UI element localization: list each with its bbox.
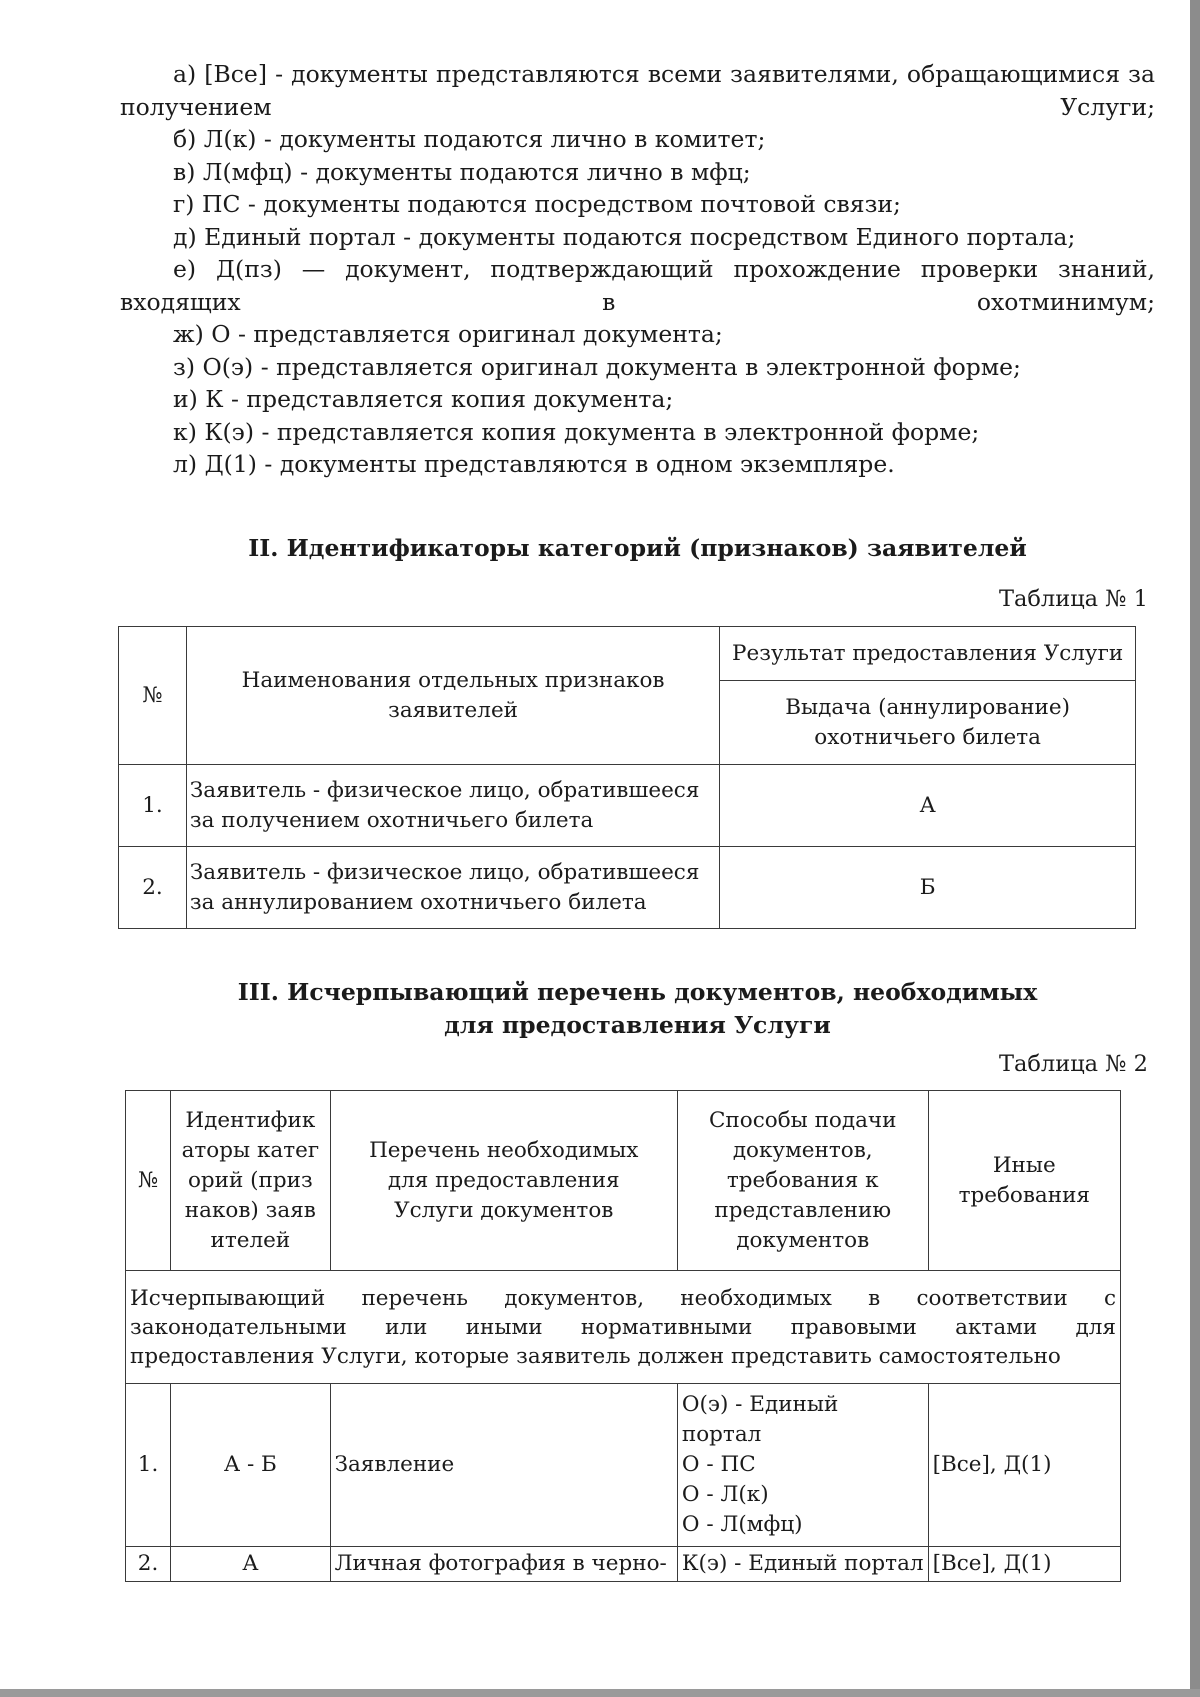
section-2-title: II. Идентификаторы категорий (признаков) заявителей	[248, 534, 1027, 562]
table-1-cell-code: А	[720, 765, 1136, 847]
definition-item: л) Д(1) - документы представляются в одном экземпляре.	[173, 450, 895, 478]
table-2-cell-methods	[677, 1384, 928, 1547]
definition-item: з) О(э) - представляется оригинал документа в электронной форме;	[173, 352, 1021, 381]
table-2-cell-other: [Все], Д(1)	[928, 1547, 1120, 1582]
table-2-header-docs: Перечень необходимых для предоставления Услуги документов	[330, 1091, 677, 1271]
section-3-title-line-2: для предоставления Услуги	[444, 1011, 831, 1039]
method-line: К(э) - Единый портал	[681, 1551, 924, 1576]
table-2-cell-doc: Личная фотография в черно-	[330, 1547, 677, 1582]
table-row	[126, 1547, 1121, 1582]
table-2-cell-doc: Заявление	[330, 1384, 677, 1547]
table-2-header-other: Иные требования	[928, 1091, 1120, 1271]
table-1-header-result-group: Результат предоставления Услуги	[720, 627, 1136, 681]
method-line: О - ПС	[681, 1452, 756, 1477]
table-2-cell-methods	[677, 1547, 928, 1582]
table-2-label: Таблица № 2	[998, 1051, 1148, 1077]
table-1-cell-code: Б	[720, 847, 1136, 929]
table-row	[126, 1384, 1121, 1547]
table-1-header-result: Выдача (аннулирование) охотничьего билета	[720, 681, 1136, 765]
table-2-cell-num: 1.	[126, 1384, 171, 1547]
table-row	[119, 847, 1136, 929]
definition-item: а) [Все] - документы представляются всеми заявителями, обращающимися за получением Услуги;	[120, 60, 1155, 121]
table-2-cell-num: 2.	[126, 1547, 171, 1582]
table-2-cell-ids: А - Б	[171, 1384, 330, 1547]
table-2-cell-ids: А	[171, 1547, 330, 1582]
table-2-span-row: Исчерпывающий перечень документов, необходимых в соответствии с законодательными или иными нормативными правовыми актами для предоставления Услуги, которые заявитель должен представить самостоятельно	[126, 1271, 1121, 1384]
table-row	[119, 765, 1136, 847]
table-1-header-num: №	[119, 627, 187, 765]
table-1-cell-num: 1.	[119, 765, 187, 847]
table-1-cell-name: Заявитель - физическое лицо, обратившееся за аннулированием охотничьего билета	[186, 847, 719, 929]
method-line: О - Л(мфц)	[681, 1512, 803, 1537]
definition-item: е) Д(пз) — документ, подтверждающий прохождение проверки знаний, входящих в охотминимум;	[120, 255, 1155, 316]
definition-item: к) К(э) - представляется копия документа в электронной форме;	[173, 417, 980, 446]
section-3-title	[120, 976, 1155, 1042]
table-1	[118, 626, 1136, 929]
section-3-title-line-1: III. Исчерпывающий перечень документов, необходимых	[237, 978, 1038, 1006]
definition-item: и) К - представляется копия документа;	[173, 385, 674, 413]
table-2	[125, 1090, 1121, 1582]
table-1-cell-name: Заявитель - физическое лицо, обратившееся за получением охотничьего билета	[186, 765, 719, 847]
definition-item: ж) О - представляется оригинал документа;	[173, 320, 723, 348]
table-2-cell-other: [Все], Д(1)	[928, 1384, 1120, 1547]
definition-item: в) Л(мфц) - документы подаются лично в мфц;	[173, 157, 751, 186]
table-2-header-num: №	[126, 1091, 171, 1271]
definition-item: г) ПС - документы подаются посредством почтовой связи;	[173, 190, 901, 218]
scan-edge-bottom	[0, 1689, 1200, 1697]
table-2-header-methods: Способы подачи документов, требования к представлению документов	[677, 1091, 928, 1271]
method-line: О - Л(к)	[681, 1482, 769, 1507]
scan-edge-right	[1190, 0, 1200, 1697]
table-2-header-ids: Идентификаторы категорий (признаков) заявителей	[171, 1091, 330, 1271]
table-1-cell-num: 2.	[119, 847, 187, 929]
table-1-header-name: Наименования отдельных признаков заявителей	[186, 627, 719, 765]
definition-item: д) Единый портал - документы подаются посредством Единого портала;	[173, 222, 1076, 251]
table-1-label: Таблица № 1	[998, 586, 1148, 612]
definition-item: б) Л(к) - документы подаются лично в комитет;	[173, 125, 766, 153]
method-line: О(э) - Единый портал	[681, 1392, 839, 1447]
definitions-list	[120, 58, 1155, 481]
